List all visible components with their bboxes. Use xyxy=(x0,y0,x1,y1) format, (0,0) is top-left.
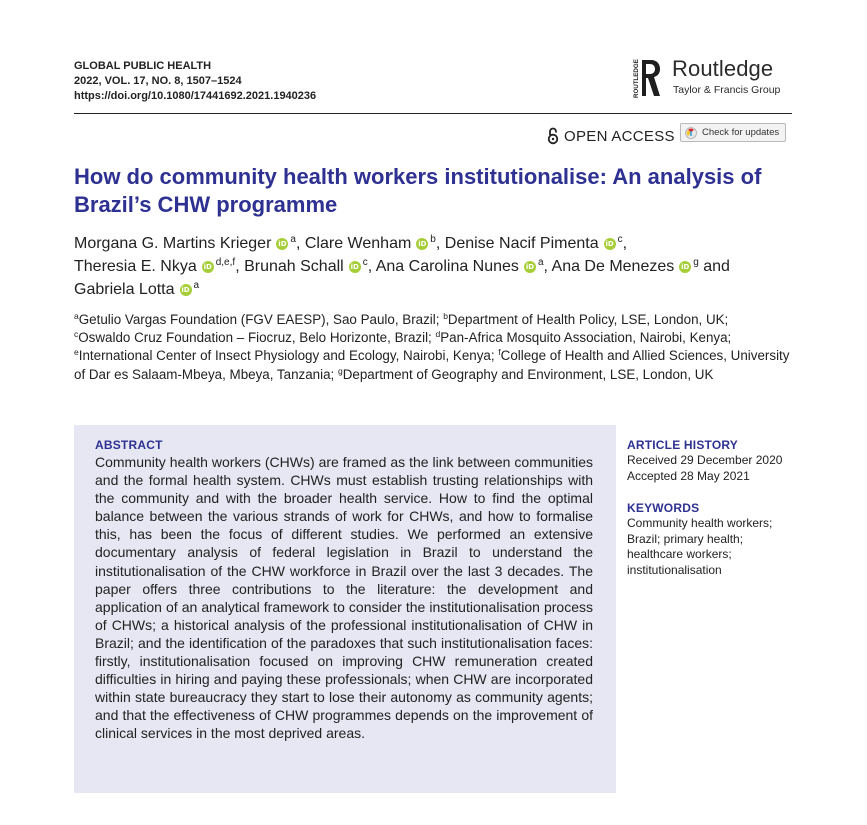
author-list xyxy=(74,232,804,301)
author-separator: and xyxy=(698,258,730,275)
author-name: Theresia E. Nkya xyxy=(74,258,197,275)
author-name: Morgana G. Martins Krieger xyxy=(74,235,272,252)
affiliation-label: c xyxy=(74,329,79,340)
author-item xyxy=(74,235,300,252)
article-history xyxy=(627,438,807,484)
author-separator: , xyxy=(235,258,240,275)
author-separator: , xyxy=(295,235,301,252)
affiliation-label: a xyxy=(74,311,79,321)
orcid-icon[interactable]: iD xyxy=(278,240,287,248)
affiliation-text: International Center of Insect Physiology and Ecology, Nairobi, Kenya; xyxy=(78,348,499,364)
author-name: Denise Nacif Pimenta xyxy=(444,235,599,252)
keyword-line: healthcare workers; xyxy=(627,547,732,561)
orcid-icon[interactable]: iD xyxy=(203,263,212,271)
check-for-updates-button[interactable] xyxy=(680,123,786,142)
publisher-name: Routledge xyxy=(672,56,774,81)
publisher-logo xyxy=(630,56,800,104)
affiliation-label: b xyxy=(443,311,448,321)
affiliation-text: Oswaldo Cruz Foundation – Fiocruz, Belo Horizonte, Brazil; xyxy=(78,330,436,346)
affiliation-text: Getulio Vargas Foundation (FGV EAESP), Sao Paulo, Brazil; xyxy=(78,312,444,327)
author-item xyxy=(74,258,240,275)
author-name: Gabriela Lotta xyxy=(74,281,175,298)
orcid-icon[interactable]: iD xyxy=(681,263,690,271)
author-name: Ana Carolina Nunes xyxy=(375,258,519,275)
received-date: Received 29 December 2020 xyxy=(627,453,783,467)
open-access-label: OPEN ACCESS xyxy=(564,127,675,145)
author-item xyxy=(376,258,548,275)
author-affiliation: c xyxy=(362,257,368,268)
author-affiliation: c xyxy=(617,234,623,245)
author-item xyxy=(305,235,440,252)
abstract-panel xyxy=(74,425,616,793)
orcid-icon[interactable]: iD xyxy=(418,240,427,248)
check-for-updates-label: Check for updates xyxy=(702,127,780,138)
affiliation-text: College of Health and Allied Sciences, University of Dar es Salaam-Mbeya, Mbeya, Tanzania; xyxy=(74,348,790,382)
affiliation-text: Department of Health Policy, LSE, London, UK; xyxy=(447,312,729,327)
keyword-line: Brazil; primary health; xyxy=(627,531,744,546)
orcid-icon[interactable]: iD xyxy=(181,286,190,294)
author-affiliation: b xyxy=(430,234,436,245)
affiliation-label: e xyxy=(74,347,79,358)
article-history-heading: ARTICLE HISTORY xyxy=(627,438,739,452)
routledge-vertical-text: ROUTLEDGE xyxy=(633,59,640,98)
keywords-heading: KEYWORDS xyxy=(627,501,700,515)
routledge-vertical-wordmark xyxy=(630,58,640,98)
keywords xyxy=(627,501,807,578)
open-access-badge xyxy=(546,126,675,146)
orcid-icon[interactable]: iD xyxy=(350,263,359,271)
author-affiliation: d,e,f xyxy=(215,257,236,268)
author-affiliation: a xyxy=(537,257,544,268)
affiliation-text: Department of Geography and Environment, LSE, London, UK xyxy=(342,366,714,382)
affiliation-label: g xyxy=(337,365,343,376)
journal-info xyxy=(74,59,316,104)
keyword-line: Community health workers; xyxy=(627,516,773,530)
article-title: How do community health workers institutionalise: An analysis of Brazil’s CHW programme xyxy=(74,164,762,217)
author-affiliation: a xyxy=(290,234,296,245)
crossmark-icon xyxy=(685,127,697,139)
keyword-line: institutionalisation xyxy=(627,562,722,577)
abstract-text: Community health workers (CHWs) are framed as the link between communities and the formal health system. CHWs must establish trusting relationships with the community and with the broader health service. How to find the optimal balance between the various strands of work for CHWs, and how to formalise this, has been the focus of different studies. We performed an extensive documentary analysis of federal legislation in Brazil to understand the institutionalisation of the CHW workforce in Brazil over the last 3 decades. The paper offers three contributions to the literature: the development and application of an analytical framework to consider the institutionalisation process of CHWs; a historical analysis of the professional institutionalisation of CHW in Brazil; and the identification of the paradoxes that such institutionalisation faces: firstly, institutionalisation focused on improving CHW remuneration created difficulties in hiring and paying these professionals; when CHW are incorporated within state bureaucracy they start to lose their autonomy as community agents; and that the effectiveness of CHW programmes depends on the improvement of clinical services in the most deprived areas. xyxy=(95,454,593,742)
affiliation-text: Pan-Africa Mosquito Association, Nairobi, Kenya; xyxy=(440,330,732,346)
header-divider xyxy=(74,113,792,114)
affiliation-label: d xyxy=(435,329,441,340)
author-item xyxy=(552,258,730,275)
journal-volume: 2022, VOL. 17, NO. 8, 1507–1524 xyxy=(74,75,242,87)
publisher-group: Taylor & Francis Group xyxy=(673,84,781,96)
author-affiliation: g xyxy=(693,257,699,268)
affiliation-label: f xyxy=(498,347,501,358)
author-name: Brunah Schall xyxy=(244,258,344,275)
affiliations xyxy=(74,311,798,384)
open-access-lock-icon xyxy=(546,127,560,145)
orcid-icon[interactable]: iD xyxy=(605,240,614,248)
author-separator: , xyxy=(622,235,628,252)
author-separator: , xyxy=(543,258,548,275)
orcid-icon[interactable]: iD xyxy=(525,263,535,271)
author-affiliation: a xyxy=(193,280,200,291)
author-name: Ana De Menezes xyxy=(551,258,675,275)
abstract-heading: ABSTRACT xyxy=(95,438,163,452)
author-name: Clare Wenham xyxy=(304,235,412,252)
journal-name: GLOBAL PUBLIC HEALTH xyxy=(74,60,212,72)
accepted-date: Accepted 28 May 2021 xyxy=(627,468,750,483)
journal-doi-link[interactable]: https://doi.org/10.1080/17441692.2021.1940236 xyxy=(74,90,317,102)
author-item xyxy=(74,281,199,298)
author-item xyxy=(445,235,627,252)
author-item xyxy=(244,258,372,275)
author-separator: , xyxy=(435,235,441,252)
author-separator: , xyxy=(367,258,373,275)
